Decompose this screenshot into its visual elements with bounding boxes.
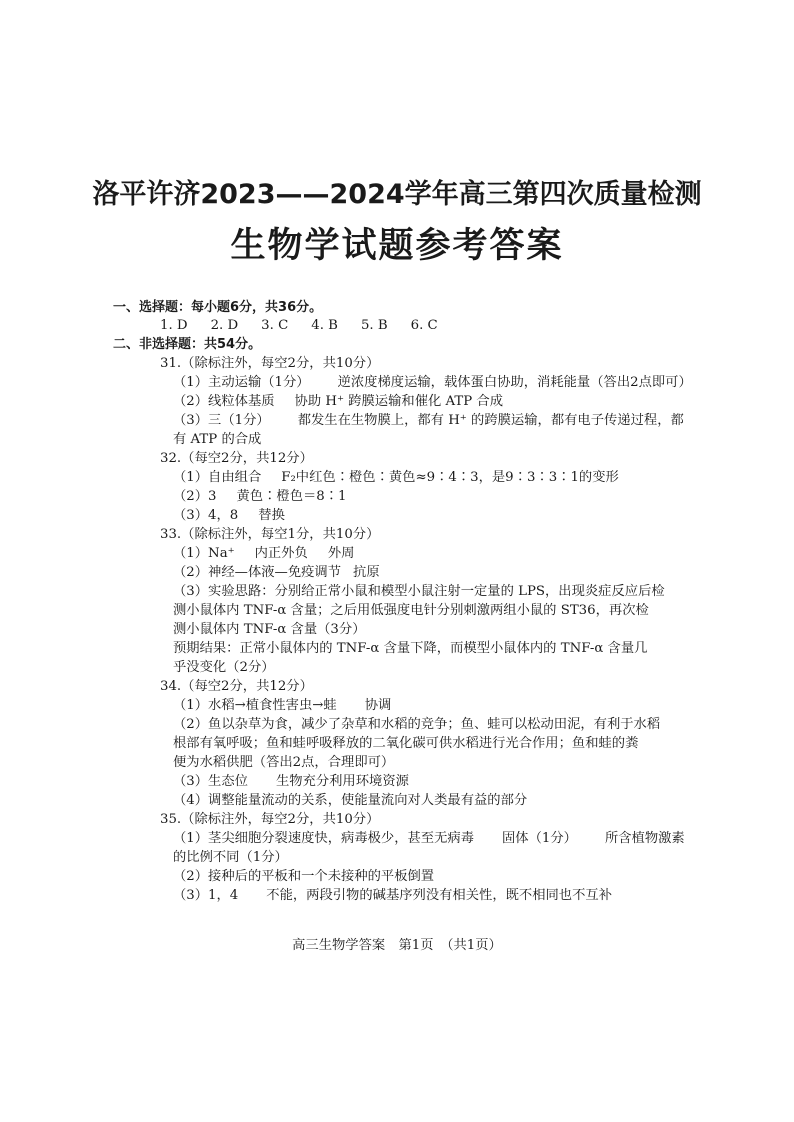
mcq-answer: 3. C: [261, 318, 289, 333]
section1-heading: 一、选择题：每小题6分，共36分。: [113, 300, 323, 315]
q31-answer-line: [173, 412, 684, 430]
answer-part: 替换: [258, 508, 285, 523]
answer-part: 协助 H⁺ 跨膜运输和催化 ATP 合成: [294, 394, 504, 409]
answer-part: （3）三（1分）: [173, 413, 270, 428]
mcq-answer: 6. C: [410, 318, 438, 333]
q34-answer-line: 便为水稻供肥（答出2点，合理即可）: [173, 755, 395, 770]
answer-part: 都发生在生物膜上，都有 H⁺ 的跨膜运输，都有电子传递过程，都: [297, 413, 684, 428]
answer-part: （3）生态位: [173, 774, 248, 789]
answer-part: 协调: [364, 698, 392, 713]
q33-answer-line: 乎没变化（2分）: [173, 660, 275, 675]
answer-part: （3）1，4: [173, 888, 239, 903]
answer-part: 不能，两段引物的碱基序列没有相关性，既不相同也不互补: [266, 888, 612, 903]
q33-answer-line: [173, 545, 354, 563]
q31-answer-line: 有 ATP 的合成: [173, 432, 262, 447]
answer-part: 所含植物激素: [604, 831, 685, 846]
answer-part: （3）4，8: [173, 508, 239, 523]
answer-part: 抗原: [353, 565, 380, 580]
q33-answer-line: （3）实验思路：分别给正常小鼠和模型小鼠注射一定量的 LPS，出现炎症反应后检: [173, 584, 665, 599]
q31-answer-line: [173, 393, 503, 411]
answer-part: （2）线粒体基质: [173, 394, 275, 409]
mcq-answers: [160, 317, 461, 335]
q32-answer-line: [173, 507, 285, 525]
q35-answer-line: （2）接种后的平板和一个未接种的平板倒置: [173, 869, 435, 884]
answer-part: 外周: [327, 546, 355, 561]
q33-answer-line: 测小鼠体内 TNF-α 含量（3分）: [173, 622, 366, 637]
q32-heading: 32.（每空2分，共12分）: [160, 451, 313, 466]
answer-part: 黄色∶橙色＝8∶1: [236, 489, 347, 504]
q35-answer-line: [173, 830, 685, 848]
document-title: 生物学试题参考答案: [230, 226, 564, 266]
answer-part: （1）水稻→植食性害虫→蛙: [173, 698, 337, 713]
page-footer: 高三生物学答案 第1页 （共1页）: [292, 938, 502, 953]
q34-heading: 34.（每空2分，共12分）: [160, 679, 313, 694]
answer-part: （1）自由组合: [173, 470, 262, 485]
mcq-answer: 4. B: [311, 318, 338, 333]
q34-answer-line: 根部有氧呼吸；鱼和蛙呼吸释放的二氧化碳可供水稻进行光合作用；鱼和蛙的粪: [173, 736, 639, 751]
mcq-answer: 2. D: [210, 318, 239, 333]
q35-answer-line: 的比例不同（1分）: [173, 850, 288, 865]
q35-heading: 35.（除标注外，每空2分，共10分）: [160, 812, 380, 827]
q31-heading: 31.（除标注外，每空2分，共10分）: [160, 356, 380, 371]
mcq-answer: 1. D: [160, 318, 188, 333]
q33-answer-line: [173, 564, 380, 582]
q33-answer-line: 测小鼠体内 TNF-α 含量；之后用低强度电针分别刺激两组小鼠的 ST36，再次检: [173, 603, 649, 618]
mcq-answer: 5. B: [360, 318, 388, 333]
q33-heading: 33.（除标注外，每空1分，共10分）: [160, 527, 380, 542]
answer-part: （2）3: [173, 489, 217, 504]
q34-answer-line: （2）鱼以杂草为食，减少了杂草和水稻的竞争；鱼、蛙可以松动田泥，有利于水稻: [173, 717, 661, 732]
answer-part: （1）茎尖细胞分裂速度快，病毒极少，甚至无病毒: [173, 831, 474, 846]
answer-part: 生物充分利用环境资源: [275, 774, 409, 789]
q32-answer-line: [173, 469, 619, 487]
answer-part: 内正外负: [254, 546, 308, 561]
answer-part: （2）神经—体液—免疫调节: [173, 565, 342, 580]
answer-part: F₂中红色∶橙色∶黄色≈9∶4∶3，是9∶3∶3∶1的变形: [281, 470, 619, 485]
answer-part: （1）主动运输（1分）: [173, 375, 310, 390]
answer-part: （1）Na⁺: [173, 546, 235, 561]
q34-answer-line: [173, 773, 409, 791]
q34-answer-line: [173, 697, 391, 715]
q35-answer-line: [173, 887, 612, 905]
q32-answer-line: [173, 488, 347, 506]
q31-answer-line: [173, 374, 692, 392]
section2-heading: 二、非选择题：共54分。: [113, 337, 262, 352]
exam-title: 洛平许济2023——2024学年高三第四次质量检测: [92, 179, 702, 210]
answer-part: 逆浓度梯度运输，载体蛋白协助，消耗能量（答出2点即可）: [337, 375, 692, 390]
answer-part: 固体（1分）: [502, 831, 577, 846]
q33-answer-line: 预期结果：正常小鼠体内的 TNF-α 含量下降，而模型小鼠体内的 TNF-α 含量几: [173, 641, 648, 656]
q34-answer-line: （4）调整能量流动的关系，使能量流向对人类最有益的部分: [173, 793, 528, 808]
